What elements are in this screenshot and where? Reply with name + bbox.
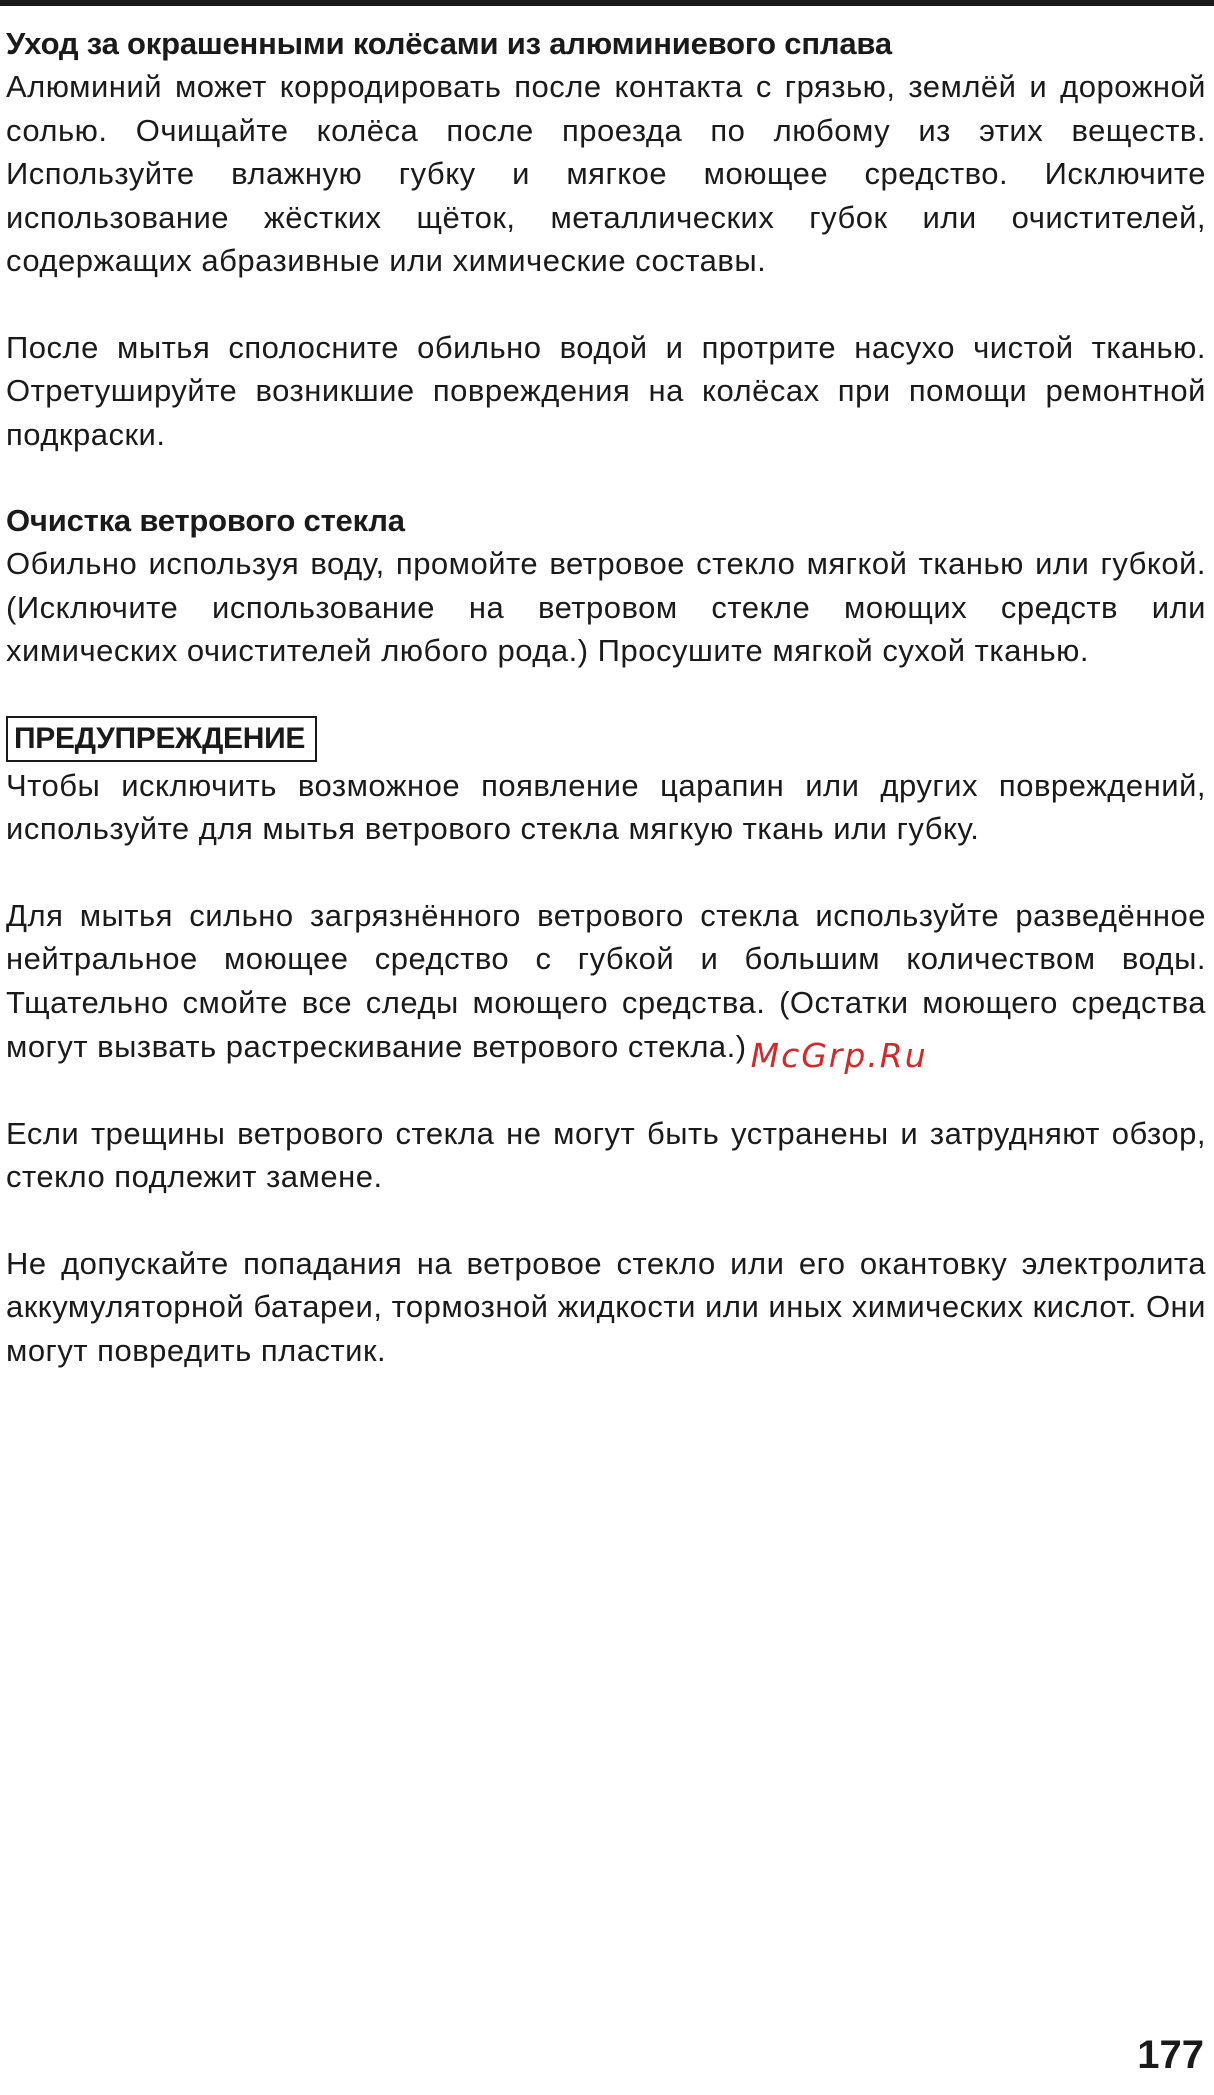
page-number: 177 <box>1137 2033 1204 2077</box>
warning-label: ПРЕДУПРЕЖДЕНИЕ <box>6 716 317 762</box>
paragraph-windshield-dirty-text: Для мытья сильно загрязнённого ветрового стекла используйте разведённое нейтральное моющее средство с губкой и большим количеством воды. Тщательно смойте все следы моющего средства. (Остатки моющего средства могут вызвать растрескивание ветрового стекла.) <box>6 897 1206 1064</box>
paragraph-spacer <box>6 673 1206 716</box>
paragraph-windshield-cracks: Если трещины ветрового стекла не могут быть устранены и затрудняют обзор, стекло подлежит замене. <box>6 1115 1206 1194</box>
paragraph-windshield-dirty <box>6 894 1206 1075</box>
paragraph-spacer <box>6 1069 1206 1112</box>
page-content <box>6 22 1206 1372</box>
paragraph-spacer <box>6 283 1206 326</box>
paragraph-spacer <box>6 1199 1206 1242</box>
warning-text: Чтобы исключить возможное появление царапин или других повреждений, используйте для мытья ветрового стекла мягкую ткань или губку. <box>6 767 1206 846</box>
paragraph-spacer <box>6 456 1206 499</box>
paragraph-wheels-corrosion: Алюминий может корродировать после контакта с грязью, землёй и дорожной солью. Очищайте колёса после проезда по любому из этих веществ. Используйте влажную губку и мягкое моющее средство. Исключите использование жёстких щёток, металлических губок или очистителей, содержащих абразивные или химические составы. <box>6 69 1206 278</box>
paragraph-windshield-chemicals: Не допускайте попадания на ветровое стекло или его окантовку электролита аккумуляторной батареи, тормозной жидкости или иных химических кислот. Они могут повредить пластик. <box>6 1245 1206 1368</box>
top-rule <box>0 0 1214 6</box>
paragraph-windshield-wash: Обильно используя воду, промойте ветровое стекло мягкой тканью или губкой. (Исключите использование на ветровом стекле моющих средств или химических очистителей любого рода.) Просушите мягкой сухой тканью. <box>6 546 1206 668</box>
section-heading-windshield: Очистка ветрового стекла <box>6 503 405 538</box>
paragraph-spacer <box>6 851 1206 894</box>
paragraph-wheels-rinse: После мытья сполосните обильно водой и протрите насухо чистой тканью. Отретушируйте возникшие повреждения на колёсах при помощи ремонтной подкраски. <box>6 329 1206 452</box>
section-heading-wheels: Уход за окрашенными колёсами из алюминиевого сплава <box>6 26 892 61</box>
watermark: McGrp.Ru <box>750 1036 928 1075</box>
